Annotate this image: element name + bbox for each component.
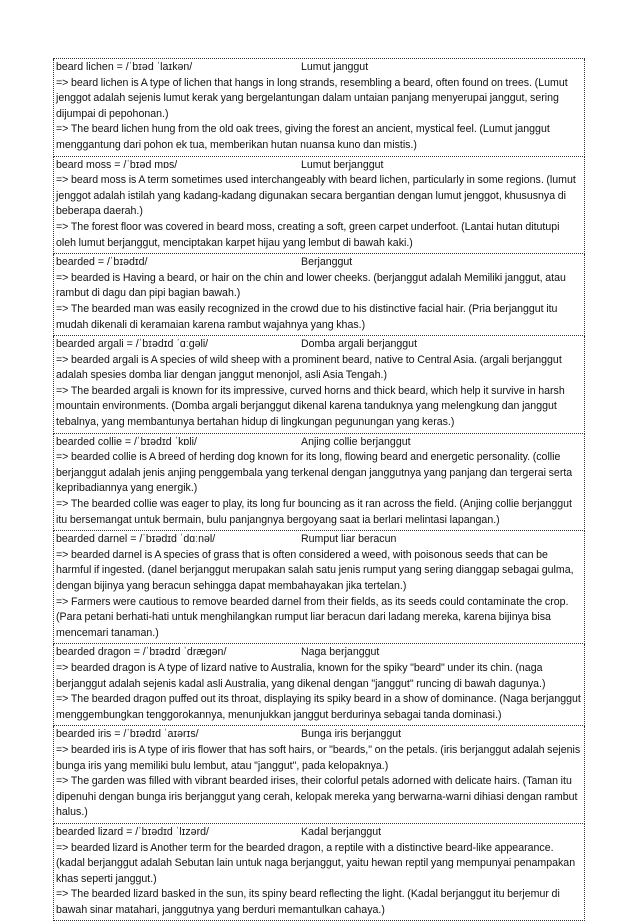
glossary-entry-bearded-argali [53, 336, 585, 434]
entry-definition: => bearded is Having a beard, or hair on the chin and lower cheeks. (berjanggut adalah Memiliki janggut, atau rambut di dagu dan pipi bagian bawah.) [56, 271, 566, 300]
entry-definition: => bearded iris is A type of iris flower that has soft hairs, or "beards," on the petals. (iris berjanggut adalah sejenis bunga iris yang memiliki bulu lembut, atau "janggut", pada kelopaknya.) [56, 743, 581, 772]
glossary-list [53, 58, 585, 921]
entry-translation: Anjing collie berjanggut [301, 435, 411, 448]
entry-example: => The forest floor was covered in beard moss, creating a soft, green carpet underfoot. (Lantai hutan ditutupi oleh lumut berjanggut, menciptakan karpet hijau yang lembut di bawah kaki.) [56, 220, 560, 249]
entry-head [56, 727, 582, 743]
entry-example: => The bearded argali is known for its impressive, curved horns and thick beard, which help it survive in harsh mountain environments. (Domba argali berjanggut dikenal karena tanduknya yang melengkung dan janggut tebalnya, yang membantunya bertahan hidup di lingkungan pegunungan yang keras.) [56, 384, 565, 429]
glossary-entry-bearded-iris [53, 726, 585, 824]
entry-head [56, 255, 582, 271]
glossary-entry-bearded [53, 254, 585, 336]
entry-head [56, 532, 582, 548]
entry-example: => Farmers were cautious to remove bearded darnel from their fields, as its seeds could contaminate the crop. (Para petani berhati-hati untuk menghilangkan rumput liar beracun dari ladang mereka, karena bijinya bisa mencemari tanaman.) [56, 595, 569, 639]
entry-term: bearded = /ˈbɪədɪd/ [56, 256, 148, 269]
entry-translation: Berjanggut [301, 256, 353, 269]
entry-example: => The garden was filled with vibrant bearded irises, their colorful petals adorned with delicate hairs. (Taman itu dipenuhi dengan bunga iris berjanggut yang cerah, kelopak mereka yang berwarna-warni dihiasi dengan rambut halus.) [56, 775, 578, 819]
entry-example: => The beard lichen hung from the old oak trees, giving the forest an ancient, mystical feel. (Lumut janggut menggantung dari pohon ek tua, memberikan hutan nuansa kuno dan mistis.) [56, 123, 550, 151]
entry-term: bearded iris = /ˈbɪədɪd ˈaɪərɪs/ [56, 728, 199, 741]
entry-head [56, 337, 582, 353]
entry-term: bearded collie = /ˈbɪədɪd ˈkɒli/ [56, 435, 197, 448]
glossary-entry-bearded-collie [53, 434, 585, 532]
entry-translation: Lumut janggut [301, 61, 369, 73]
entry-head [56, 645, 582, 661]
entry-definition: => bearded lizard is Another term for the bearded dragon, a reptile with a distinctive beard-like appearance. (kadal berjanggut adalah Sebutan lain untuk naga berjanggut, yaitu hewan reptil yang mempunyai penampakan khas seperti janggut.) [56, 841, 576, 885]
entry-term: bearded lizard = /ˈbɪədɪd ˈlɪzərd/ [56, 825, 209, 838]
entry-term: beard moss = /ˈbɪəd mɒs/ [56, 158, 178, 171]
entry-definition: => beard lichen is A type of lichen that hangs in long strands, resembling a beard, often found on trees. (Lumut jenggot adalah sejenis lumut kerak yang bergelantungan dalam untaian panjang menyerupai janggut, sering dijumpai di pepohonan.) [56, 76, 568, 120]
glossary-entry-bearded-dragon [53, 644, 585, 726]
entry-definition: => beard moss is A term sometimes used interchangeably with beard lichen, particularly in some regions. (lumut jenggot adalah istilah yang kadang-kadang digunakan secara bergantian dengan lumut jenggot, khususnya di beberapa daerah.) [56, 174, 576, 218]
glossary-entry-bearded-lizard [53, 824, 585, 921]
entry-translation: Kadal berjanggut [301, 825, 382, 838]
entry-definition: => bearded argali is A species of wild sheep with a prominent beard, native to Central Asia. (argali berjanggut adalah spesies domba liar dengan janggut menonjol, asli Asia Tengah.) [56, 353, 562, 382]
entry-head [56, 60, 582, 76]
entry-translation: Lumut berjanggut [301, 158, 384, 171]
entry-definition: => bearded collie is A breed of herding dog known for its long, flowing beard and energetic personality. (collie berjanggut adalah jenis anjing penggembala yang terkenal dengan janggutnya yang panjang dan tergerai serta kepribadiannya yang energik.) [56, 451, 573, 495]
entry-definition: => bearded dragon is A type of lizard native to Australia, known for the spiky "beard" under its chin. (naga berjanggut adalah sejenis kadal asli Australia, yang dikenal dengan "janggut" runcing di bawah dagunya.) [56, 661, 546, 690]
glossary-entry-bearded-darnel [53, 531, 585, 644]
entry-example: => The bearded dragon puffed out its throat, displaying its spiky beard in a show of dominance. (Naga berjanggut menggembungkan tenggorokannya, menunjukkan janggut berdurinya sebagai tanda dominasi.) [56, 693, 581, 721]
entry-head [56, 435, 582, 451]
entry-term: bearded argali = /ˈbɪədɪd ˈɑːɡəli/ [56, 338, 209, 351]
glossary-entry-beard-lichen [53, 59, 585, 157]
entry-term: bearded dragon = /ˈbɪədɪd ˈdræɡən/ [56, 646, 227, 659]
entry-definition: => bearded darnel is A species of grass that is often considered a weed, with poisonous seeds that can be harmful if ingested. (danel berjanggut merupakan salah satu jenis rumput yang sering dianggap sebagai gulma, dengan bijinya yang beracun sehingga dapat membahayakan jika tertelan.) [56, 548, 574, 592]
entry-example: => The bearded collie was eager to play, its long fur bouncing as it ran across the field. (Anjing collie berjanggut itu bersemangat untuk bermain, bulu panjangnya bergoyang saat ia berlari melintasi lapangan.) [56, 498, 572, 526]
entry-example: => The bearded lizard basked in the sun, its spiny beard reflecting the light. (Kadal berjanggut itu berjemur di bawah sinar matahari, janggutnya yang berduri memantulkan cahaya.) [56, 888, 560, 916]
entry-head [56, 825, 582, 841]
entry-term: bearded darnel = /ˈbɪədɪd ˈdɑːnəl/ [56, 533, 216, 546]
entry-head [56, 158, 582, 174]
entry-translation: Bunga iris berjanggut [301, 728, 402, 741]
entry-translation: Rumput liar beracun [301, 533, 397, 546]
entry-translation: Domba argali berjanggut [301, 338, 418, 351]
entry-example: => The bearded man was easily recognized in the crowd due to his distinctive facial hair. (Pria berjanggut itu mudah dikenali di keramaian karena rambut wajahnya yang khas.) [56, 302, 558, 331]
entry-translation: Naga berjanggut [301, 646, 380, 659]
entry-term: beard lichen = /ˈbɪəd ˈlaɪkən/ [56, 61, 193, 73]
glossary-entry-beard-moss [53, 157, 585, 255]
